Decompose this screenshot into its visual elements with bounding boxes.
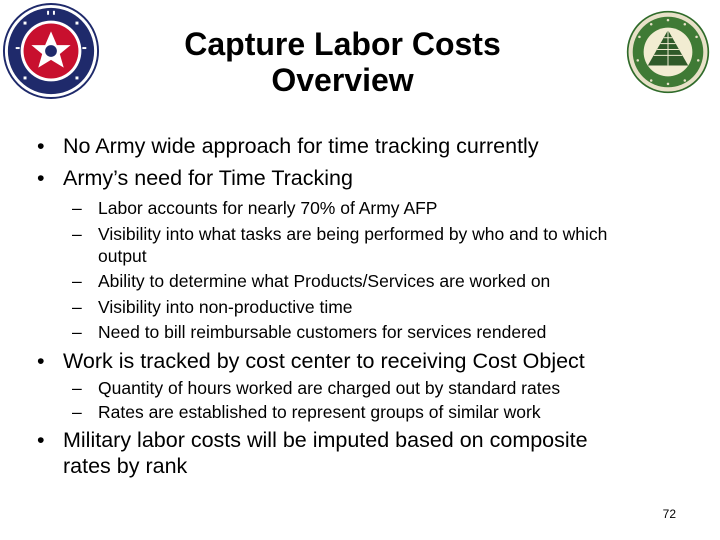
bullet-text: Work is tracked by cost center to receiving Cost Object [63, 349, 585, 373]
sub-bullet-text: Visibility into non-productive time [98, 297, 353, 317]
left-seal-icon [2, 2, 100, 100]
sub-bullet-text: Rates are established to represent groups of similar work [98, 402, 541, 422]
dash-marker: – [72, 297, 82, 317]
title-line-2: Overview [271, 62, 414, 98]
bullet-text: Army’s need for Time Tracking [63, 166, 353, 190]
sub-bullet-text: Visibility into what tasks are being performed by who and to which [98, 224, 608, 244]
bullet-marker: • [37, 428, 45, 452]
sub-bullet-text: Ability to determine what Products/Services are worked on [98, 271, 551, 291]
bullet-text-line-1: Military labor costs will be imputed based on composite [63, 428, 588, 452]
sub-bullet-text: Labor accounts for nearly 70% of Army AFP [98, 198, 438, 218]
sub-bullet-text: Quantity of hours worked are charged out by standard rates [98, 378, 561, 398]
dash-marker: – [72, 402, 82, 422]
sub-bullet-text: output [98, 246, 147, 266]
dash-marker: – [72, 378, 82, 398]
slide-title [120, 26, 565, 98]
dash-marker: – [72, 198, 82, 218]
bullet-marker: • [37, 166, 45, 190]
dash-marker: – [72, 224, 82, 244]
sub-bullet-text: Need to bill reimbursable customers for services rendered [98, 322, 547, 342]
bullet-text: No Army wide approach for time tracking currently [63, 134, 539, 158]
bullet-text-line-2: rates by rank [63, 454, 188, 478]
page-number: 72 [662, 507, 676, 521]
bullet-marker: • [37, 134, 45, 158]
dash-marker: – [72, 322, 82, 342]
dash-marker: – [72, 271, 82, 291]
bullet-marker: • [37, 349, 45, 373]
right-seal-icon [626, 10, 710, 94]
title-line-1: Capture Labor Costs [184, 26, 501, 62]
